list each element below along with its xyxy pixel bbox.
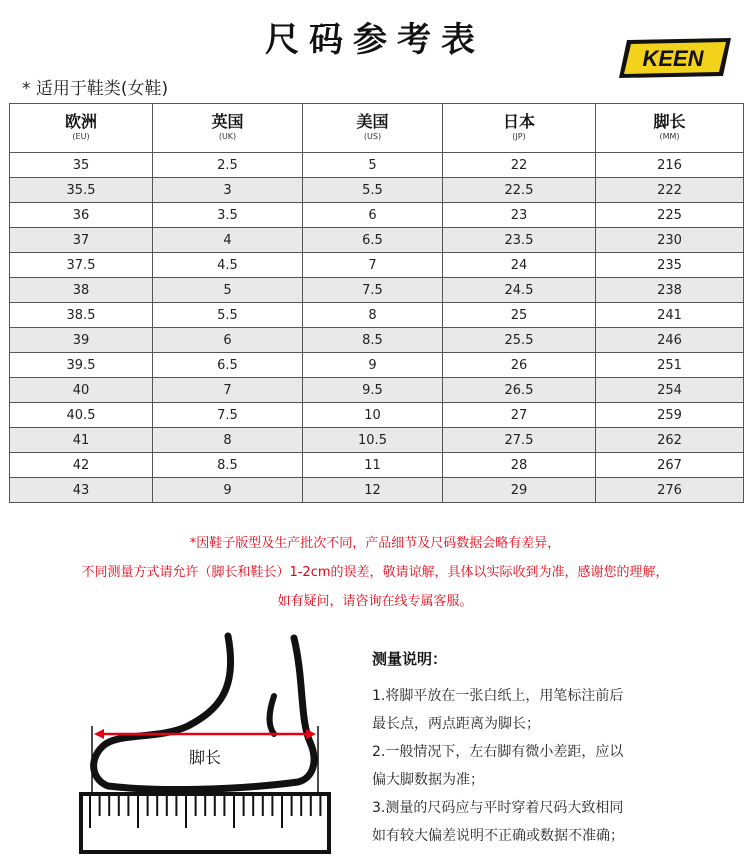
table-cell: 36 xyxy=(10,203,153,228)
table-cell: 9 xyxy=(153,478,303,503)
table-cell: 8.5 xyxy=(303,328,443,353)
table-cell: 254 xyxy=(596,378,744,403)
table-cell: 230 xyxy=(596,228,744,253)
table-cell: 6 xyxy=(153,328,303,353)
table-cell: 35 xyxy=(10,153,153,178)
table-cell: 11 xyxy=(303,453,443,478)
table-cell: 7.5 xyxy=(303,278,443,303)
table-cell: 259 xyxy=(596,403,744,428)
table-cell: 42 xyxy=(10,453,153,478)
ankle-curve xyxy=(270,696,275,734)
table-row xyxy=(10,328,744,353)
table-cell: 25.5 xyxy=(443,328,596,353)
table-cell: 27.5 xyxy=(443,428,596,453)
table-cell: 4 xyxy=(153,228,303,253)
table-row xyxy=(10,378,744,403)
table-row xyxy=(10,278,744,303)
measure-line-4: 偏大脚数据为准； xyxy=(372,772,484,788)
table-cell: 6.5 xyxy=(303,228,443,253)
table-row xyxy=(10,428,744,453)
table-cell: 40 xyxy=(10,378,153,403)
table-cell: 28 xyxy=(443,453,596,478)
table-cell: 2.5 xyxy=(153,153,303,178)
table-row xyxy=(10,228,744,253)
table-row xyxy=(10,303,744,328)
header-foot-length: 脚长 (MM) xyxy=(596,104,744,153)
notice-line-3: 如有疑问，请咨询在线专属客服。 xyxy=(277,594,473,609)
table-cell: 246 xyxy=(596,328,744,353)
table-row xyxy=(10,353,744,378)
table-cell: 37.5 xyxy=(10,253,153,278)
table-cell: 26 xyxy=(443,353,596,378)
table-cell: 7 xyxy=(303,253,443,278)
table-cell: 35.5 xyxy=(10,178,153,203)
subtitle: * 适用于鞋类(女鞋) xyxy=(22,79,169,99)
table-cell: 9 xyxy=(303,353,443,378)
measure-line-3: 2.一般情况下，左右脚有微小差距，应以 xyxy=(372,744,624,760)
header-uk: 英国 (UK) xyxy=(153,104,303,153)
table-cell: 22.5 xyxy=(443,178,596,203)
table-cell: 216 xyxy=(596,153,744,178)
table-cell: 7 xyxy=(153,378,303,403)
table-cell: 10.5 xyxy=(303,428,443,453)
table-cell: 267 xyxy=(596,453,744,478)
table-cell: 29 xyxy=(443,478,596,503)
table-row xyxy=(10,453,744,478)
table-cell: 6.5 xyxy=(153,353,303,378)
table-cell: 262 xyxy=(596,428,744,453)
measure-line-5: 3.测量的尺码应与平时穿着尺码大致相同 xyxy=(372,800,624,816)
table-cell: 9.5 xyxy=(303,378,443,403)
table-cell: 26.5 xyxy=(443,378,596,403)
table-cell: 222 xyxy=(596,178,744,203)
table-cell: 251 xyxy=(596,353,744,378)
table-cell: 39 xyxy=(10,328,153,353)
table-cell: 8 xyxy=(153,428,303,453)
header-jp: 日本 (JP) xyxy=(443,104,596,153)
table-cell: 23 xyxy=(443,203,596,228)
table-row xyxy=(10,253,744,278)
table-cell: 3 xyxy=(153,178,303,203)
table-row xyxy=(10,403,744,428)
table-cell: 5 xyxy=(303,153,443,178)
table-cell: 5 xyxy=(153,278,303,303)
table-cell: 8 xyxy=(303,303,443,328)
table-cell: 241 xyxy=(596,303,744,328)
table-cell: 39.5 xyxy=(10,353,153,378)
table-row xyxy=(10,178,744,203)
table-cell: 23.5 xyxy=(443,228,596,253)
table-cell: 25 xyxy=(443,303,596,328)
table-cell: 5.5 xyxy=(153,303,303,328)
table-cell: 40.5 xyxy=(10,403,153,428)
foot-measure-diagram xyxy=(78,630,333,855)
table-cell: 10 xyxy=(303,403,443,428)
table-cell: 22 xyxy=(443,153,596,178)
table-row xyxy=(10,153,744,178)
table-cell: 38.5 xyxy=(10,303,153,328)
table-cell: 238 xyxy=(596,278,744,303)
table-cell: 225 xyxy=(596,203,744,228)
size-table xyxy=(9,103,744,503)
table-cell: 6 xyxy=(303,203,443,228)
table-cell: 41 xyxy=(10,428,153,453)
table-cell: 24 xyxy=(443,253,596,278)
table-cell: 38 xyxy=(10,278,153,303)
table-cell: 8.5 xyxy=(153,453,303,478)
keen-logo xyxy=(615,36,735,80)
header-eu: 欧洲 (EU) xyxy=(10,104,153,153)
table-cell: 5.5 xyxy=(303,178,443,203)
logo-text: KEEN xyxy=(642,46,704,71)
table-header-row xyxy=(10,104,744,153)
page-title: 尺码参考表 xyxy=(265,20,485,60)
table-cell: 12 xyxy=(303,478,443,503)
measure-line-1: 1.将脚平放在一张白纸上，用笔标注前后 xyxy=(372,688,624,704)
table-cell: 235 xyxy=(596,253,744,278)
table-cell: 276 xyxy=(596,478,744,503)
table-cell: 7.5 xyxy=(153,403,303,428)
table-cell: 43 xyxy=(10,478,153,503)
notice-line-1: *因鞋子版型及生产批次不同，产品细节及尺码数据会略有差异， xyxy=(189,536,561,551)
table-cell: 24.5 xyxy=(443,278,596,303)
measure-line-6: 如有较大偏差说明不正确或数据不准确； xyxy=(372,828,624,844)
table-row xyxy=(10,203,744,228)
notice-line-2: 不同测量方式请允许（脚长和鞋长）1-2cm的误差，敬请谅解，具体以实际收到为准，感谢您的理解， xyxy=(81,565,669,580)
header-us: 美国 (US) xyxy=(303,104,443,153)
measure-title: 测量说明： xyxy=(372,650,448,668)
table-cell: 37 xyxy=(10,228,153,253)
table-cell: 4.5 xyxy=(153,253,303,278)
table-row xyxy=(10,478,744,503)
table-cell: 3.5 xyxy=(153,203,303,228)
measure-line-2: 最长点，两点距离为脚长； xyxy=(372,716,540,732)
foot-length-label: 脚长 xyxy=(188,748,222,767)
table-cell: 27 xyxy=(443,403,596,428)
